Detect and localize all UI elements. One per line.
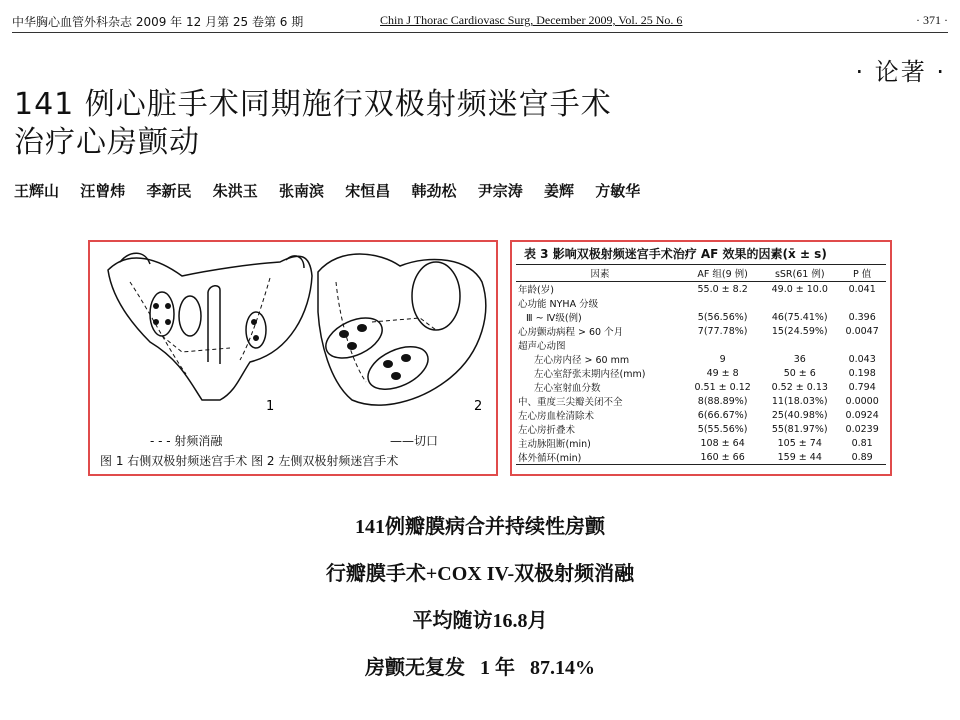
table-cell-ssr: 25(40.98%) (771, 409, 828, 421)
table-cell-p: 0.89 (838, 450, 886, 465)
page-number: · 371 · (916, 13, 948, 27)
table-cell-af: 55.0 ± 8.2 (697, 283, 748, 295)
author: 汪曾炜 (80, 182, 126, 200)
column-header: 因素 (516, 265, 684, 282)
table-cell-af: 8(88.89%) (697, 395, 748, 407)
author: 姜辉 (544, 182, 575, 200)
table-row (516, 436, 886, 450)
table-cell-af: 6(66.67%) (697, 409, 748, 421)
author-list (14, 180, 640, 201)
table-cell-af: 7(77.78%) (697, 325, 748, 337)
surgical-figure-panel (88, 240, 498, 476)
table-cell-ssr: 46(75.41%) (771, 311, 828, 323)
table-cell-af: 5(56.56%) (697, 311, 748, 323)
table-cell-af (684, 338, 761, 352)
table-cell-p: 0.0239 (845, 423, 879, 435)
table-cell-factor: 左心室射血分数 (534, 383, 601, 394)
table-cell-af: 0.51 ± 0.12 (694, 381, 751, 393)
legend-ablation: - - - 射频消融 (150, 434, 223, 448)
table-cell-factor: 超声心动图 (518, 341, 566, 352)
column-header: sSR(61 例) (761, 265, 838, 282)
figure-number-1: 1 (266, 399, 275, 414)
author: 王辉山 (14, 182, 60, 200)
table-cell-p (838, 296, 886, 310)
table-cell-ssr: 49.0 ± 10.0 (771, 283, 828, 295)
table-row (516, 422, 886, 436)
factors-table (516, 264, 886, 465)
article-title (14, 86, 814, 162)
summary-line-4: 房颤无复发 1 年 87.14% (365, 657, 595, 679)
table-cell-factor: 左心房血栓清除术 (518, 411, 595, 422)
table-cell-af: 5(55.56%) (697, 423, 748, 435)
table-cell-ssr: 11(18.03%) (771, 395, 828, 407)
table-cell-p: 0.0047 (845, 325, 879, 337)
table-cell-p: 0.0924 (845, 409, 879, 421)
table-row (516, 380, 886, 394)
table-row (516, 310, 886, 324)
author: 李新民 (146, 182, 192, 200)
table-cell-p: 0.041 (848, 283, 876, 295)
section-label: · 论著 · (855, 58, 946, 86)
table-cell-ssr (761, 296, 838, 310)
title-line-2: 治疗心房颤动 (14, 125, 200, 160)
left-heart-outline (318, 254, 486, 405)
table-cell-ssr: 105 ± 74 (777, 437, 822, 449)
table-cell-factor: 主动脉阻断(min) (518, 439, 591, 450)
table-row (516, 296, 886, 310)
table-cell-factor: 左心室舒张末期内径(mm) (534, 369, 646, 380)
column-header: P 值 (838, 265, 886, 282)
figure-number-2: 2 (474, 399, 483, 414)
table-row (516, 352, 886, 366)
table-cell-p: 0.198 (848, 367, 876, 379)
table-cell-af (684, 296, 761, 310)
journal-header-en: Chin J Thorac Cardiovasc Surg, December 2009, Vol. 25 No. 6 (380, 13, 683, 27)
summary-line-2: 行瓣膜手术+COX IV-双极射频消融 (325, 563, 635, 585)
table-cell-p (838, 338, 886, 352)
table-cell-factor: Ⅲ ~ Ⅳ级(例) (526, 313, 582, 324)
table-cell-af: 108 ± 64 (700, 437, 745, 449)
table-cell-factor: 左心房内径 > 60 mm (534, 355, 630, 366)
table-body (516, 282, 886, 465)
author: 尹宗涛 (477, 182, 523, 200)
journal-header-cn: 中华胸心血管外科杂志 2009 年 12 月第 25 卷第 6 期 (12, 15, 304, 29)
table-cell-factor: 年龄(岁) (518, 285, 554, 296)
author: 张南滨 (279, 182, 325, 200)
table-cell-ssr (761, 338, 838, 352)
table-cell-p: 0.043 (848, 353, 876, 365)
author: 朱洪玉 (212, 182, 258, 200)
table-row (516, 282, 886, 297)
right-atrium-opening-c (246, 312, 266, 348)
table-row (516, 450, 886, 465)
table-cell-p: 0.794 (848, 381, 876, 393)
title-line-1: 141 例心脏手术同期施行双极射频迷宫手术 (14, 87, 612, 122)
summary-line-3: 平均随访16.8月 (412, 610, 548, 632)
factors-table-panel (510, 240, 892, 476)
table-cell-p: 0.396 (848, 311, 876, 323)
table-cell-factor: 体外循环(min) (516, 450, 684, 465)
table-cell-factor: 中、重度三尖瓣关闭不全 (518, 397, 623, 408)
table-cell-ssr: 36 (793, 353, 806, 365)
table-title: 表 3 影响双极射频迷宫手术治疗 AF 效果的因素(x̄ ± s) (524, 247, 827, 261)
table-cell-p: 0.81 (851, 437, 873, 449)
legend-incision: ——切口 (390, 434, 439, 448)
summary-line-1: 141例瓣膜病合并持续性房颤 (355, 516, 605, 538)
table-row (516, 338, 886, 352)
table-cell-ssr: 50 ± 6 (783, 367, 816, 379)
column-header: AF 组(9 例) (684, 265, 761, 282)
table-cell-af: 49 ± 8 (706, 367, 739, 379)
right-heart-outline (108, 256, 312, 400)
author: 韩劲松 (411, 182, 457, 200)
table-cell-factor: 心功能 NYHA 分级 (518, 299, 599, 310)
table-cell-ssr: 159 ± 44 (761, 450, 838, 465)
table-row (516, 394, 886, 408)
table-cell-factor: 心房颤动病程 > 60 个月 (518, 327, 624, 338)
table-row (516, 366, 886, 380)
table-row (516, 324, 886, 338)
table-cell-ssr: 55(81.97%) (771, 423, 828, 435)
table-row (516, 408, 886, 422)
table-cell-af: 160 ± 66 (684, 450, 761, 465)
figure-caption: 图 1 右侧双极射频迷宫手术 图 2 左侧双极射频迷宫手术 (100, 454, 399, 468)
header-rule (12, 32, 948, 33)
table-cell-af: 9 (719, 353, 726, 365)
right-atrium-opening-b (179, 296, 201, 336)
author: 方敏华 (595, 182, 641, 200)
table-cell-p: 0.0000 (845, 395, 879, 407)
right-atrium-opening-a (150, 292, 174, 336)
table-cell-ssr: 0.52 ± 0.13 (771, 381, 828, 393)
author: 宋恒昌 (345, 182, 391, 200)
table-cell-factor: 左心房折叠术 (518, 425, 576, 436)
table-cell-ssr: 15(24.59%) (771, 325, 828, 337)
